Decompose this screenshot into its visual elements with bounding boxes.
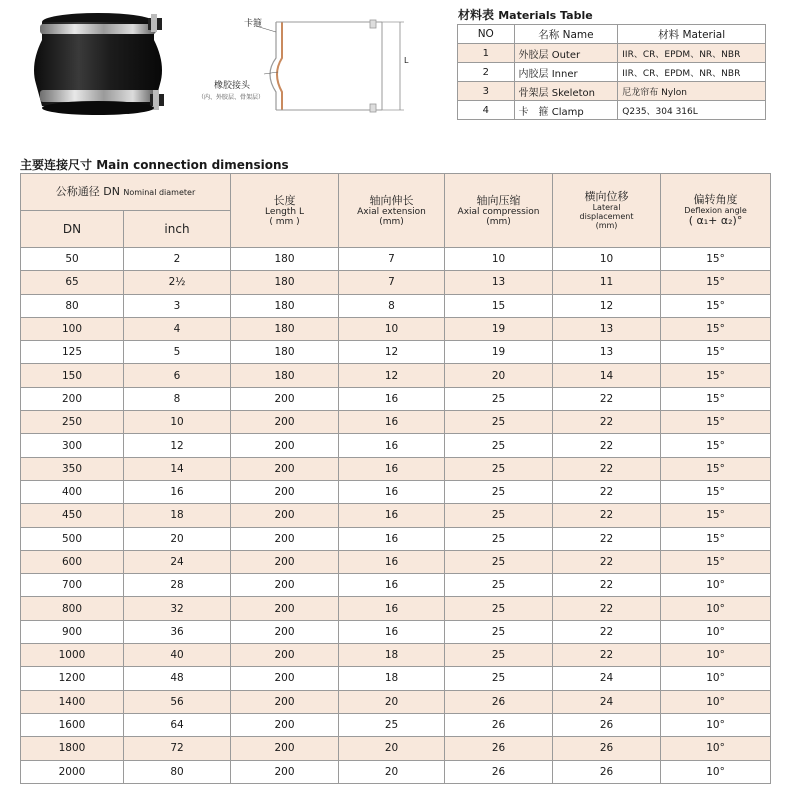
lateral-displacement-cell: 24 — [553, 690, 661, 713]
axial-compression-cell: 25 — [445, 504, 553, 527]
materials-table-title — [458, 6, 593, 23]
length-cell: 180 — [231, 341, 339, 364]
table-row — [21, 597, 771, 620]
lateral-displacement-cell: 26 — [553, 737, 661, 760]
dn-cell: 350 — [21, 457, 124, 480]
deflexion-angle-cell: 10° — [661, 667, 771, 690]
axial-extension-cell: 16 — [339, 527, 445, 550]
dn-cell: 1200 — [21, 667, 124, 690]
axial-compression-cell: 19 — [445, 317, 553, 340]
inch-cell: 56 — [124, 690, 231, 713]
table-row — [21, 317, 771, 340]
length-dimension-label: L — [404, 56, 409, 65]
dn-cell: 1000 — [21, 644, 124, 667]
clamp-label: 卡箍 — [244, 19, 263, 29]
inch-cell: 5 — [124, 341, 231, 364]
axial-compression-cell: 25 — [445, 644, 553, 667]
length-cell: 200 — [231, 737, 339, 760]
dn-cell: 65 — [21, 271, 124, 294]
axial-compression-cell: 19 — [445, 341, 553, 364]
lateral-displacement-cell: 26 — [553, 713, 661, 736]
length-cell: 200 — [231, 550, 339, 573]
dn-cell: 450 — [21, 504, 124, 527]
axial-extension-cell: 16 — [339, 504, 445, 527]
length-cell: 200 — [231, 457, 339, 480]
lateral-displacement-cell: 10 — [553, 248, 661, 271]
deflexion-angle-cell: 10° — [661, 644, 771, 667]
length-cell: 200 — [231, 620, 339, 643]
deflexion-angle-cell: 15° — [661, 271, 771, 294]
axial-extension-cell: 16 — [339, 434, 445, 457]
material-material: IIR、CR、EPDM、NR、NBR — [618, 44, 766, 63]
materials-row — [458, 82, 766, 101]
lateral-displacement-cell: 22 — [553, 597, 661, 620]
materials-header-row — [458, 25, 766, 44]
deflexion-angle-cell: 10° — [661, 760, 771, 783]
inch-cell: 2 — [124, 248, 231, 271]
length-cell: 200 — [231, 387, 339, 410]
dn-cell: 300 — [21, 434, 124, 457]
axial-compression-cell: 25 — [445, 387, 553, 410]
lateral-displacement-cell: 13 — [553, 341, 661, 364]
axial-extension-cell: 7 — [339, 248, 445, 271]
dn-cell: 700 — [21, 574, 124, 597]
deflexion-angle-cell: 15° — [661, 550, 771, 573]
inch-cell: 18 — [124, 504, 231, 527]
axial-extension-cell: 18 — [339, 644, 445, 667]
deflexion-angle-cell: 15° — [661, 294, 771, 317]
materials-row — [458, 63, 766, 82]
table-row — [21, 690, 771, 713]
axial-extension-cell: 7 — [339, 271, 445, 294]
deflexion-angle-cell: 15° — [661, 317, 771, 340]
axial-extension-cell: 16 — [339, 411, 445, 434]
material-no: 2 — [458, 63, 515, 82]
axial-extension-cell: 8 — [339, 294, 445, 317]
lateral-displacement-cell: 22 — [553, 457, 661, 480]
inch-cell: 12 — [124, 434, 231, 457]
lateral-displacement-cell: 22 — [553, 387, 661, 410]
axial-extension-cell: 16 — [339, 574, 445, 597]
axial-extension-cell: 16 — [339, 597, 445, 620]
axial-extension-cell: 20 — [339, 690, 445, 713]
lateral-displacement-cell: 22 — [553, 644, 661, 667]
dn-cell: 150 — [21, 364, 124, 387]
length-cell: 200 — [231, 574, 339, 597]
deflexion-angle-cell: 10° — [661, 713, 771, 736]
table-row — [21, 737, 771, 760]
axial-compression-cell: 26 — [445, 737, 553, 760]
lateral-displacement-cell: 22 — [553, 574, 661, 597]
lateral-displacement-cell: 22 — [553, 434, 661, 457]
lateral-displacement-cell: 12 — [553, 294, 661, 317]
deflexion-angle-cell: 15° — [661, 411, 771, 434]
material-no: 3 — [458, 82, 515, 101]
axial-compression-cell: 26 — [445, 760, 553, 783]
length-cell: 200 — [231, 690, 339, 713]
dn-cell: 1800 — [21, 737, 124, 760]
deflexion-angle-cell: 10° — [661, 620, 771, 643]
dn-cell: 250 — [21, 411, 124, 434]
inch-cell: 72 — [124, 737, 231, 760]
axial-extension-cell: 12 — [339, 364, 445, 387]
length-cell: 200 — [231, 644, 339, 667]
deflexion-angle-cell: 10° — [661, 597, 771, 620]
material-material: 尼龙帘布 Nylon — [618, 82, 766, 101]
dn-cell: 200 — [21, 387, 124, 410]
lateral-displacement-cell: 22 — [553, 550, 661, 573]
materials-table — [457, 24, 766, 120]
rubber-joint-label: 橡胶接头 — [214, 81, 251, 91]
lateral-displacement-cell: 22 — [553, 620, 661, 643]
inch-cell: 8 — [124, 387, 231, 410]
axial-compression-cell: 25 — [445, 527, 553, 550]
table-row — [21, 667, 771, 690]
length-cell: 180 — [231, 364, 339, 387]
inch-cell: 4 — [124, 317, 231, 340]
deflexion-angle-cell: 10° — [661, 690, 771, 713]
dn-cell: 600 — [21, 550, 124, 573]
dn-cell: 100 — [21, 317, 124, 340]
length-cell: 200 — [231, 411, 339, 434]
table-row — [21, 248, 771, 271]
table-row — [21, 434, 771, 457]
table-row — [21, 550, 771, 573]
lateral-displacement-cell: 14 — [553, 364, 661, 387]
axial-compression-cell: 25 — [445, 480, 553, 503]
dn-cell: 80 — [21, 294, 124, 317]
materials-title-cn: 材料表 — [458, 8, 495, 22]
axial-compression-cell: 25 — [445, 550, 553, 573]
material-material: Q235、304 316L — [618, 101, 766, 120]
table-row — [21, 760, 771, 783]
axial-compression-cell: 25 — [445, 574, 553, 597]
dn-cell: 1600 — [21, 713, 124, 736]
axial-compression-cell: 10 — [445, 248, 553, 271]
inch-header: inch — [124, 211, 231, 248]
lateral-displacement-cell: 22 — [553, 504, 661, 527]
lateral-displacement-cell: 11 — [553, 271, 661, 294]
length-cell: 200 — [231, 760, 339, 783]
table-row — [21, 364, 771, 387]
axial-extension-cell: 10 — [339, 317, 445, 340]
table-row — [21, 574, 771, 597]
axial-compression-cell: 15 — [445, 294, 553, 317]
length-cell: 200 — [231, 597, 339, 620]
dn-cell: 1400 — [21, 690, 124, 713]
materials-header-no: NO — [458, 25, 515, 44]
axial-extension-cell: 20 — [339, 760, 445, 783]
joint-section-diagram — [192, 12, 428, 122]
deflexion-angle-cell: 15° — [661, 341, 771, 364]
inch-cell: 24 — [124, 550, 231, 573]
deflexion-angle-cell: 15° — [661, 480, 771, 503]
table-row — [21, 713, 771, 736]
axial-compression-cell: 26 — [445, 690, 553, 713]
dn-cell: 500 — [21, 527, 124, 550]
dimensions-table-body — [21, 248, 771, 784]
product-photo — [30, 10, 166, 118]
material-no: 1 — [458, 44, 515, 63]
lateral-displacement-header: 横向位移 Lateral displacement (mm) — [553, 174, 661, 248]
inch-cell: 36 — [124, 620, 231, 643]
dn-header: DN — [21, 211, 124, 248]
materials-header-material: 材料 Material — [618, 25, 766, 44]
inch-cell: 14 — [124, 457, 231, 480]
dn-cell: 400 — [21, 480, 124, 503]
materials-row — [458, 101, 766, 120]
length-cell: 200 — [231, 713, 339, 736]
axial-extension-cell: 16 — [339, 480, 445, 503]
table-row — [21, 457, 771, 480]
table-row — [21, 480, 771, 503]
inch-cell: 48 — [124, 667, 231, 690]
table-row — [21, 644, 771, 667]
dimensions-table — [20, 173, 771, 784]
axial-compression-cell: 25 — [445, 411, 553, 434]
axial-compression-header: 轴向压缩 Axial compression (mm) — [445, 174, 553, 248]
length-header: 长度 Length L ( mm ) — [231, 174, 339, 248]
table-row — [21, 294, 771, 317]
dn-cell: 2000 — [21, 760, 124, 783]
axial-extension-cell: 16 — [339, 457, 445, 480]
inch-cell: 80 — [124, 760, 231, 783]
table-row — [21, 411, 771, 434]
axial-compression-cell: 25 — [445, 597, 553, 620]
dn-cell: 125 — [21, 341, 124, 364]
length-cell: 200 — [231, 527, 339, 550]
lateral-displacement-cell: 22 — [553, 480, 661, 503]
deflexion-angle-cell: 15° — [661, 457, 771, 480]
dimensions-title — [20, 156, 289, 173]
material-name: 内胶层 Inner — [514, 63, 618, 82]
inch-cell: 6 — [124, 364, 231, 387]
axial-extension-cell: 16 — [339, 620, 445, 643]
inch-cell: 40 — [124, 644, 231, 667]
material-name: 卡 箍 Clamp — [514, 101, 618, 120]
lateral-displacement-cell: 24 — [553, 667, 661, 690]
table-row — [21, 504, 771, 527]
dn-cell: 50 — [21, 248, 124, 271]
lateral-displacement-cell: 22 — [553, 411, 661, 434]
length-cell: 180 — [231, 248, 339, 271]
axial-compression-cell: 26 — [445, 713, 553, 736]
table-row — [21, 620, 771, 643]
dimensions-title-en: Main connection dimensions — [96, 158, 289, 172]
materials-header-name: 名称 Name — [514, 25, 618, 44]
deflexion-angle-cell: 15° — [661, 364, 771, 387]
table-row — [21, 527, 771, 550]
deflexion-angle-cell: 10° — [661, 737, 771, 760]
length-cell: 200 — [231, 434, 339, 457]
rubber-joint-sublabel: （内、外胶层、骨架层） — [198, 94, 265, 101]
axial-extension-cell: 25 — [339, 713, 445, 736]
material-no: 4 — [458, 101, 515, 120]
materials-row — [458, 44, 766, 63]
inch-cell: 28 — [124, 574, 231, 597]
deflexion-angle-cell: 15° — [661, 504, 771, 527]
nominal-diameter-header: 公称通径 DN Nominal diameter — [21, 174, 231, 211]
material-material: IIR、CR、EPDM、NR、NBR — [618, 63, 766, 82]
axial-extension-header: 轴向伸长 Axial extension (mm) — [339, 174, 445, 248]
deflexion-angle-cell: 15° — [661, 527, 771, 550]
axial-extension-cell: 12 — [339, 341, 445, 364]
deflexion-angle-cell: 15° — [661, 434, 771, 457]
inch-cell: 16 — [124, 480, 231, 503]
axial-extension-cell: 16 — [339, 387, 445, 410]
deflexion-angle-header: 偏转角度 Deflexion angle ( α₁+ α₂)° — [661, 174, 771, 248]
axial-extension-cell: 18 — [339, 667, 445, 690]
axial-compression-cell: 13 — [445, 271, 553, 294]
material-name: 外胶层 Outer — [514, 44, 618, 63]
inch-cell: 32 — [124, 597, 231, 620]
axial-extension-cell: 16 — [339, 550, 445, 573]
axial-compression-cell: 25 — [445, 434, 553, 457]
length-cell: 180 — [231, 294, 339, 317]
length-cell: 200 — [231, 480, 339, 503]
length-cell: 200 — [231, 504, 339, 527]
lateral-displacement-cell: 26 — [553, 760, 661, 783]
axial-compression-cell: 20 — [445, 364, 553, 387]
deflexion-angle-cell: 15° — [661, 387, 771, 410]
deflexion-angle-cell: 15° — [661, 248, 771, 271]
axial-extension-cell: 20 — [339, 737, 445, 760]
material-name: 骨架层 Skeleton — [514, 82, 618, 101]
length-cell: 200 — [231, 667, 339, 690]
dn-cell: 800 — [21, 597, 124, 620]
length-cell: 180 — [231, 317, 339, 340]
inch-cell: 10 — [124, 411, 231, 434]
lateral-displacement-cell: 13 — [553, 317, 661, 340]
inch-cell: 64 — [124, 713, 231, 736]
inch-cell: 20 — [124, 527, 231, 550]
length-cell: 180 — [231, 271, 339, 294]
deflexion-angle-cell: 10° — [661, 574, 771, 597]
axial-compression-cell: 25 — [445, 457, 553, 480]
table-row — [21, 341, 771, 364]
dimensions-header-row — [21, 174, 771, 211]
axial-compression-cell: 25 — [445, 667, 553, 690]
axial-compression-cell: 25 — [445, 620, 553, 643]
dn-cell: 900 — [21, 620, 124, 643]
materials-title-en: Materials Table — [498, 9, 593, 22]
inch-cell: 2½ — [124, 271, 231, 294]
dimensions-title-cn: 主要连接尺寸 — [20, 158, 93, 172]
table-row — [21, 387, 771, 410]
lateral-displacement-cell: 22 — [553, 527, 661, 550]
inch-cell: 3 — [124, 294, 231, 317]
table-row — [21, 271, 771, 294]
